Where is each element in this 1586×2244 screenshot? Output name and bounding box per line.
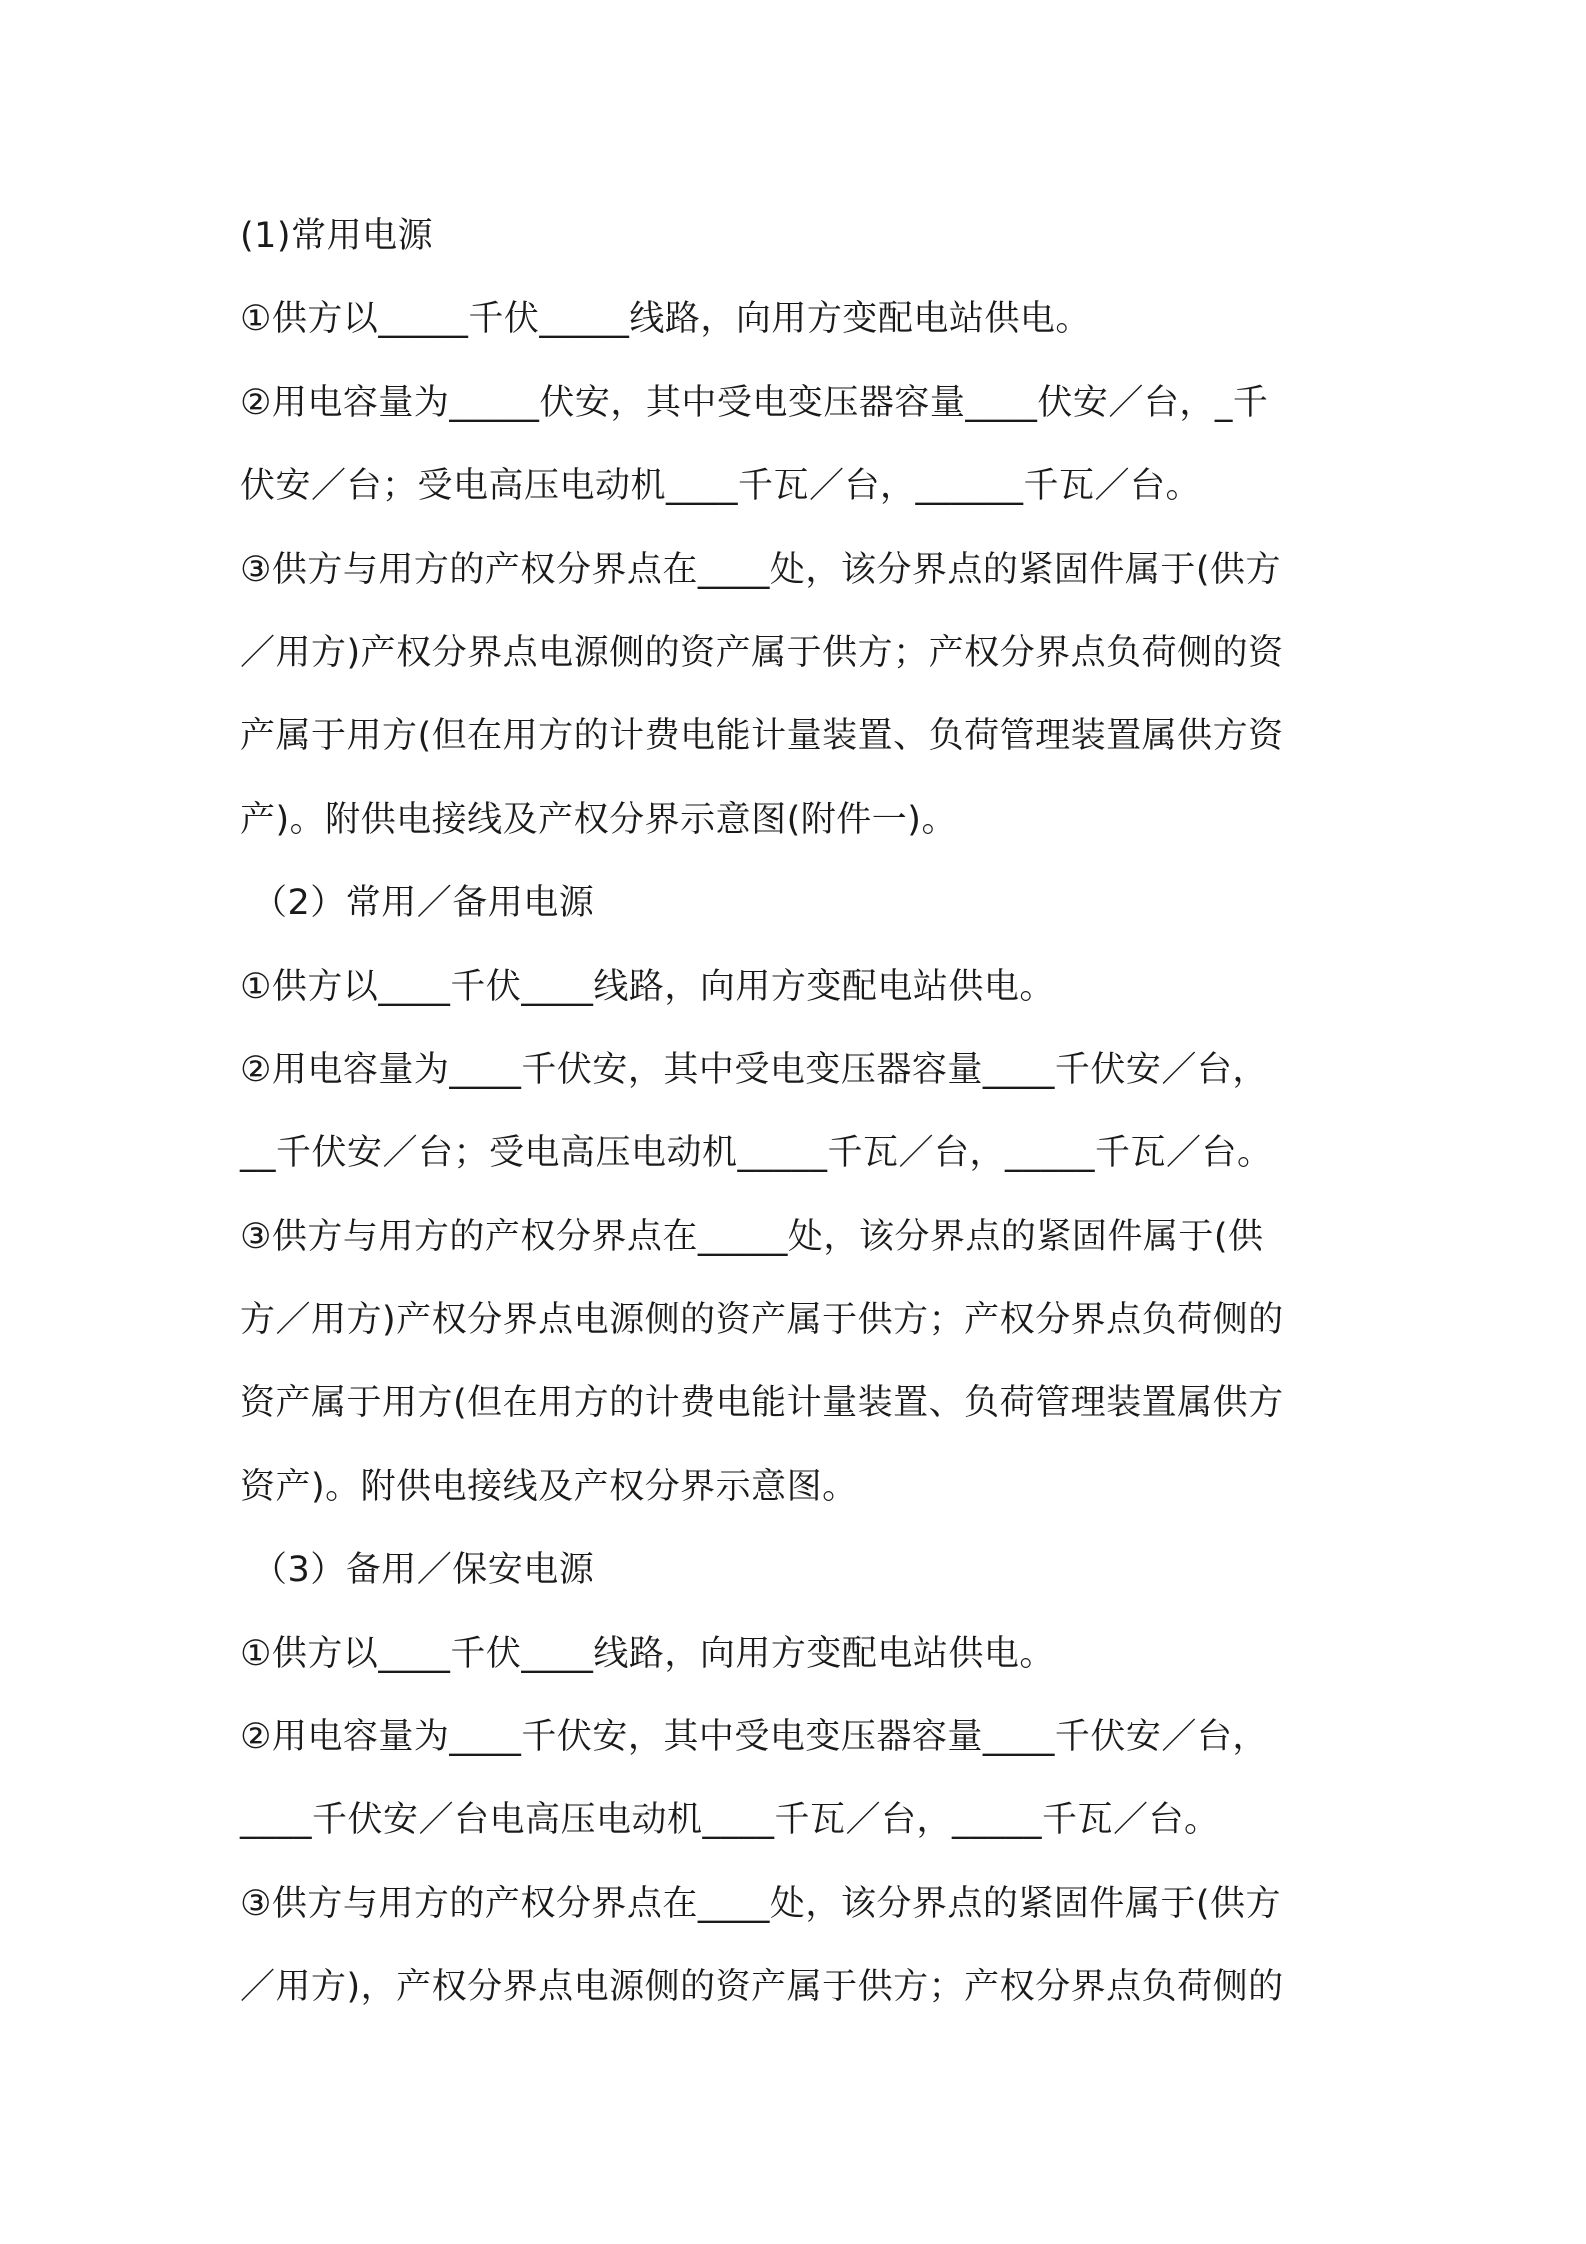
paragraph-line: ②用电容量为____千伏安，其中受电变压器容量____千伏安／台， [240,1049,1268,1090]
paragraph-line: ／用方)产权分界点电源侧的资产属于供方；产权分界点负荷侧的资 [240,632,1284,673]
paragraph-line: 伏安／台；受电高压电动机____千瓦／台，______千瓦／台。 [240,466,1202,507]
paragraph-line: ②用电容量为_____伏安，其中受电变压器容量____伏安／台，_千 [240,382,1269,423]
paragraph-line: 产属于用方(但在用方的计费电能计量装置、负荷管理装置属供方资 [240,716,1284,757]
document-body [240,195,1356,2030]
paragraph-line: ①供方以____千伏____线路，向用方变配电站供电。 [240,966,1055,1007]
paragraph-line: __千伏安／台；受电高压电动机_____千瓦／台，_____千瓦／台。 [240,1133,1273,1174]
paragraph-line: ③供方与用方的产权分界点在____处，该分界点的紧固件属于(供方 [240,1883,1282,1924]
section-heading-1: (1)常用电源 [240,216,434,256]
paragraph-line: ③供方与用方的产权分界点在____处，该分界点的紧固件属于(供方 [240,549,1282,590]
paragraph-line: 资产)。附供电接线及产权分界示意图。 [240,1466,858,1507]
paragraph-line: ／用方)，产权分界点电源侧的资产属于供方；产权分界点负荷侧的 [240,1967,1284,2008]
paragraph-line: 资产属于用方(但在用方的计费电能计量装置、负荷管理装置属供方 [240,1383,1284,1424]
paragraph-line: ③供方与用方的产权分界点在_____处，该分界点的紧固件属于(供 [240,1216,1264,1257]
section-heading-2: （2）常用／备用电源 [252,883,595,924]
paragraph-line: 方／用方)产权分界点电源侧的资产属于供方；产权分界点负荷侧的 [240,1300,1284,1341]
paragraph-line: ____千伏安／台电高压电动机____千瓦／台，_____千瓦／台。 [240,1800,1220,1841]
paragraph-line: ①供方以_____千伏_____线路，向用方变配电站供电。 [240,299,1091,340]
section-heading-3: （3）备用／保安电源 [252,1550,595,1591]
paragraph-line: 产)。附供电接线及产权分界示意图(附件一)。 [240,799,957,840]
paragraph-line: ②用电容量为____千伏安，其中受电变压器容量____千伏安／台， [240,1717,1268,1758]
paragraph-line: ①供方以____千伏____线路，向用方变配电站供电。 [240,1633,1055,1674]
